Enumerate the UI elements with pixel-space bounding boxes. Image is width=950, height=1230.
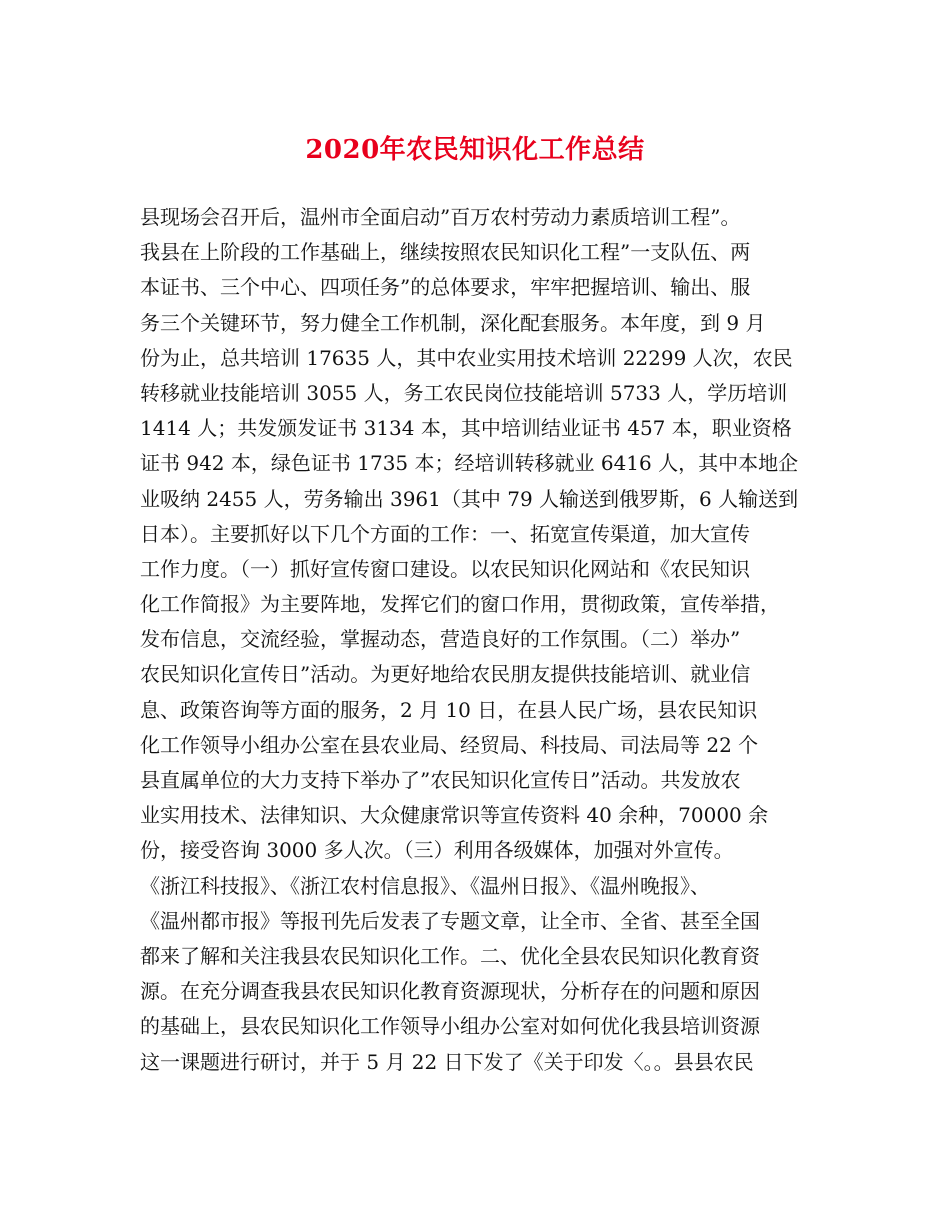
text-line: 化工作简报》为主要阵地，发挥它们的窗口作用，贯彻政策，宣传举措， bbox=[140, 592, 780, 617]
text-line: 县直属单位的大力支持下举办了”农民知识化宣传日”活动。共发放农 bbox=[140, 768, 741, 792]
text-line: 都来了解和关注我县农民知识化工作。二、优化全县农民知识化教育资 bbox=[140, 943, 760, 968]
text-line: 证书 942 本，绿色证书 1735 本；经培训转移就业 6416 人，其中本地企 bbox=[140, 451, 799, 476]
text-line: 的基础上，县农民知识化工作领导小组办公室对如何优化我县培训资源 bbox=[140, 1014, 760, 1039]
text-line: 这一课题进行研讨，并于 5 月 22 日下发了《关于印发〈。。县县农民 bbox=[140, 1049, 754, 1074]
text-line: 源。在充分调查我县农民知识化教育资源现状，分析存在的问题和原因 bbox=[140, 979, 760, 1004]
text-line: 业实用技术、法律知识、大众健康常识等宣传资料 40 余种，70000 余 bbox=[140, 803, 769, 828]
text-line: 农民知识化宣传日”活动。为更好地给农民朋友提供技能培训、就业信 bbox=[140, 662, 751, 687]
text-line: 业吸纳 2455 人，劳务输出 3961（其中 79 人输送到俄罗斯，6 人输送到 bbox=[140, 486, 799, 511]
text-line: 日本）。主要抓好以下几个方面的工作：一、拓宽宣传渠道，加大宣传 bbox=[140, 521, 750, 546]
document-body bbox=[140, 200, 830, 1080]
text-line: 发布信息，交流经验，掌握动态，营造良好的工作氛围。（二）举办” bbox=[140, 627, 741, 652]
text-line: 工作力度。（一）抓好宣传窗口建设。以农民知识化网站和《农民知识 bbox=[140, 556, 750, 581]
text-line: 我县在上阶段的工作基础上，继续按照农民知识化工程”一支队伍、两 bbox=[140, 240, 751, 265]
text-line: 县现场会召开后，温州市全面启动”百万农村劳动力素质培训工程”。 bbox=[140, 205, 741, 229]
text-line: 转移就业技能培训 3055 人，务工农民岗位技能培训 5733 人，学历培训 bbox=[140, 380, 788, 405]
text-line: 份，接受咨询 3000 多人次。（三）利用各级媒体，加强对外宣传。 bbox=[140, 838, 734, 863]
document-title: 2020年农民知识化工作总结 bbox=[305, 135, 645, 165]
text-line: 《浙江科技报》、《浙江农村信息报》、《温州日报》、《温州晚报》、 bbox=[140, 873, 710, 898]
text-line: 息、政策咨询等方面的服务，2 月 10 日，在县人民广场，县农民知识 bbox=[140, 697, 758, 722]
text-line: 化工作领导小组办公室在县农业局、经贸局、科技局、司法局等 22 个 bbox=[140, 732, 759, 757]
text-line: 《温州都市报》等报刊先后发表了专题文章，让全市、全省、甚至全国 bbox=[140, 908, 760, 933]
text-line: 1414 人；共发颁发证书 3134 本，其中培训结业证书 457 本，职业资格 bbox=[140, 416, 792, 441]
text-line: 务三个关键环节，努力健全工作机制，深化配套服务。本年度，到 9 月 bbox=[140, 310, 766, 335]
text-line: 份为止，总共培训 17635 人，其中农业实用技术培训 22299 人次，农民 bbox=[140, 345, 793, 370]
text-line: 本证书、三个中心、四项任务”的总体要求，牢牢把握培训、输出、服 bbox=[140, 275, 751, 300]
